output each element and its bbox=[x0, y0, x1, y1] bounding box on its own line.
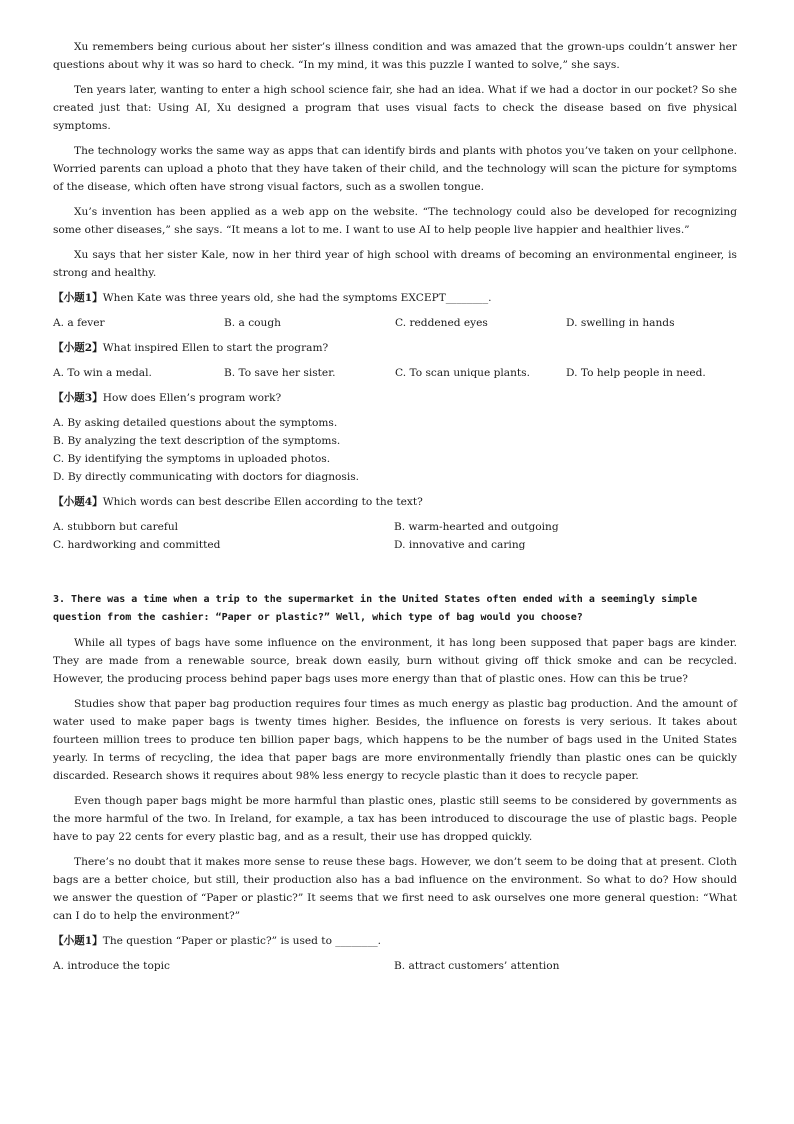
passage-paragraph: There’s no doubt that it makes more sense to reuse these bags. However, we don’t seem to be doing that at present. Cloth bags are a better choice, but still, their production also has a bad influence on the environment. So what to do? How should we answer the question of “Paper or plastic?” It seems that we first need to ask ourselves one more general question: “What can I do to help the environment?” bbox=[53, 856, 737, 922]
passage-3-question-1 bbox=[53, 932, 737, 950]
option-a[interactable]: A. To win a medal. bbox=[53, 367, 152, 379]
question-tag: 【小题2】 bbox=[53, 342, 103, 354]
question-1-options bbox=[53, 314, 737, 332]
heading-line: 3. There was a time when a trip to the supermarket in the United States often ended with a seemingly simple bbox=[53, 594, 698, 605]
passage-paragraph: Even though paper bags might be more harmful than plastic ones, plastic still seems to be considered by governments as the more harmful of the two. In Ireland, for example, a tax has been introduced to discourage the use of plastic bags. People have to pay 22 cents for every plastic bag, and as a result, their use has dropped quickly. bbox=[53, 795, 737, 843]
option-d[interactable]: D. To help people in need. bbox=[566, 367, 706, 379]
question-text: When Kate was three years old, she had the symptoms EXCEPT________. bbox=[102, 292, 492, 304]
question-text: Which words can best describe Ellen according to the text? bbox=[102, 496, 423, 508]
option-b[interactable]: B. a cough bbox=[224, 317, 281, 329]
question-text: The question “Paper or plastic?” is used to ________. bbox=[102, 935, 382, 947]
question-2 bbox=[53, 339, 737, 357]
option-d[interactable]: D. swelling in hands bbox=[566, 317, 675, 329]
document-page bbox=[53, 38, 737, 982]
question-tag: 【小题1】 bbox=[53, 292, 103, 304]
question-4-options bbox=[53, 518, 737, 554]
passage-paragraph: While all types of bags have some influence on the environment, it has long been supposed that paper bags are kinder. They are made from a renewable source, break down easily, burn without giving off thick smoke and can be recycled. However, the producing process behind paper bags uses more energy than that of plastic ones. How can this be true? bbox=[53, 637, 737, 685]
question-2-options bbox=[53, 364, 737, 382]
question-1 bbox=[53, 289, 737, 307]
question-tag: 【小题3】 bbox=[53, 392, 103, 404]
option-d[interactable]: D. innovative and caring bbox=[394, 539, 526, 551]
passage-paragraph: The technology works the same way as apps that can identify birds and plants with photos you’ve taken on your cellphone. Worried parents can upload a photo that they have taken of their child, and the technology will scan the picture for symptoms of the disease, which often have strong visual factors, such as a swollen tongue. bbox=[53, 145, 737, 193]
passage-3-question-1-options bbox=[53, 957, 737, 975]
passage-paragraph: Studies show that paper bag production requires four times as much energy as plastic bag production. And the amount of water used to make paper bags is twenty times higher. Besides, the influence on forests is very serious. It takes about fourteen million trees to produce ten billion paper bags, which happens to be the number of bags used in the United States yearly. In terms of recycling, the idea that paper bags are more environmentally friendly than plastic ones can be quickly discarded. Research shows it requires about 98% less energy to recycle plastic than it does to recycle paper. bbox=[53, 698, 737, 782]
question-text: How does Ellen’s program work? bbox=[102, 392, 282, 404]
option-b[interactable]: B. By analyzing the text description of the symptoms. bbox=[53, 435, 341, 447]
question-tag: 【小题1】 bbox=[53, 935, 103, 947]
heading-line: question from the cashier: “Paper or plastic?” Well, which type of bag would you choose? bbox=[53, 612, 583, 623]
question-4 bbox=[53, 493, 737, 511]
question-tag: 【小题4】 bbox=[53, 496, 103, 508]
option-b[interactable]: B. To save her sister. bbox=[224, 367, 336, 379]
passage-paragraph: Ten years later, wanting to enter a high school science fair, she had an idea. What if we had a doctor in our pocket? So she created just that: Using AI, Xu designed a program that uses visual facts to check the disease based on five physical symptoms. bbox=[53, 84, 737, 132]
option-a[interactable]: A. stubborn but careful bbox=[53, 521, 179, 533]
option-c[interactable]: C. By identifying the symptoms in uploaded photos. bbox=[53, 453, 331, 465]
option-b[interactable]: B. attract customers’ attention bbox=[394, 960, 560, 972]
passage-paragraph: Xu says that her sister Kale, now in her third year of high school with dreams of becoming an environmental engineer, is strong and healthy. bbox=[53, 249, 737, 279]
passage-3-heading bbox=[53, 591, 737, 627]
question-3-options bbox=[53, 414, 737, 486]
option-b[interactable]: B. warm-hearted and outgoing bbox=[394, 521, 559, 533]
question-3 bbox=[53, 389, 737, 407]
option-c[interactable]: C. hardworking and committed bbox=[53, 539, 221, 551]
option-c[interactable]: C. reddened eyes bbox=[395, 317, 488, 329]
option-a[interactable]: A. introduce the topic bbox=[53, 960, 170, 972]
option-a[interactable]: A. a fever bbox=[53, 317, 105, 329]
passage-paragraph: Xu’s invention has been applied as a web app on the website. “The technology could also be developed for recognizing some other diseases,” she says. “It means a lot to me. I want to use AI to help people live happier and healthier lives.” bbox=[53, 206, 737, 236]
question-text: What inspired Ellen to start the program? bbox=[102, 342, 329, 354]
passage-paragraph: Xu remembers being curious about her sister’s illness condition and was amazed that the grown-ups couldn’t answer her questions about why it was so hard to check. “In my mind, it was this puzzle I wanted to solve,” she says. bbox=[53, 41, 737, 71]
option-d[interactable]: D. By directly communicating with doctors for diagnosis. bbox=[53, 471, 360, 483]
option-c[interactable]: C. To scan unique plants. bbox=[395, 367, 530, 379]
option-a[interactable]: A. By asking detailed questions about the symptoms. bbox=[53, 417, 338, 429]
